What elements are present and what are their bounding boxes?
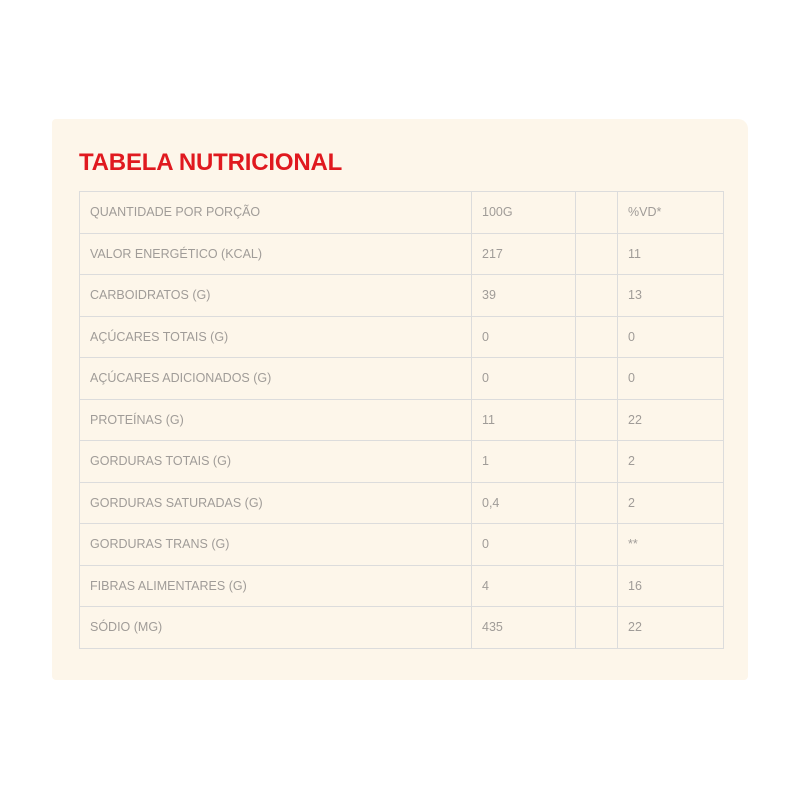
nutrition-table-body — [80, 192, 724, 649]
nutrient-name-cell: AÇÚCARES ADICIONADOS (G) — [80, 358, 472, 400]
table-header-row — [80, 192, 724, 234]
amount-cell: 39 — [472, 275, 576, 317]
nutrition-card — [52, 119, 748, 680]
spacer-cell — [576, 482, 618, 524]
spacer-cell — [576, 233, 618, 275]
nutrient-name-cell: CARBOIDRATOS (G) — [80, 275, 472, 317]
amount-cell: 0 — [472, 358, 576, 400]
nutrient-name-cell: AÇÚCARES TOTAIS (G) — [80, 316, 472, 358]
table-row — [80, 275, 724, 317]
header-amount-cell: 100G — [472, 192, 576, 234]
amount-cell: 0 — [472, 316, 576, 358]
header-nutrient-cell: QUANTIDADE POR PORÇÃO — [80, 192, 472, 234]
vd-cell: 0 — [618, 316, 724, 358]
amount-cell: 1 — [472, 441, 576, 483]
amount-cell: 435 — [472, 607, 576, 649]
nutrition-table-title: TABELA NUTRICIONAL — [79, 149, 343, 176]
nutrient-name-cell: PROTEÍNAS (G) — [80, 399, 472, 441]
table-row — [80, 233, 724, 275]
nutrient-name-cell: GORDURAS SATURADAS (G) — [80, 482, 472, 524]
spacer-cell — [576, 441, 618, 483]
nutrition-table — [79, 191, 724, 649]
header-vd-cell: %VD* — [618, 192, 724, 234]
nutrient-name-cell: GORDURAS TOTAIS (G) — [80, 441, 472, 483]
amount-cell: 217 — [472, 233, 576, 275]
table-row — [80, 399, 724, 441]
spacer-cell — [576, 607, 618, 649]
spacer-cell — [576, 316, 618, 358]
table-row — [80, 441, 724, 483]
vd-cell: 2 — [618, 482, 724, 524]
spacer-cell — [576, 565, 618, 607]
amount-cell: 11 — [472, 399, 576, 441]
amount-cell: 0,4 — [472, 482, 576, 524]
vd-cell: 16 — [618, 565, 724, 607]
table-row — [80, 607, 724, 649]
vd-cell: ** — [618, 524, 724, 566]
header-spacer-cell — [576, 192, 618, 234]
nutrient-name-cell: GORDURAS TRANS (G) — [80, 524, 472, 566]
vd-cell: 2 — [618, 441, 724, 483]
table-row — [80, 565, 724, 607]
nutrient-name-cell: FIBRAS ALIMENTARES (G) — [80, 565, 472, 607]
table-row — [80, 482, 724, 524]
table-row — [80, 358, 724, 400]
vd-cell: 22 — [618, 607, 724, 649]
nutrient-name-cell: VALOR ENERGÉTICO (KCAL) — [80, 233, 472, 275]
nutrient-name-cell: SÓDIO (MG) — [80, 607, 472, 649]
vd-cell: 22 — [618, 399, 724, 441]
amount-cell: 4 — [472, 565, 576, 607]
spacer-cell — [576, 358, 618, 400]
spacer-cell — [576, 524, 618, 566]
spacer-cell — [576, 399, 618, 441]
vd-cell: 11 — [618, 233, 724, 275]
vd-cell: 0 — [618, 358, 724, 400]
vd-cell: 13 — [618, 275, 724, 317]
amount-cell: 0 — [472, 524, 576, 566]
table-row — [80, 316, 724, 358]
table-row — [80, 524, 724, 566]
spacer-cell — [576, 275, 618, 317]
